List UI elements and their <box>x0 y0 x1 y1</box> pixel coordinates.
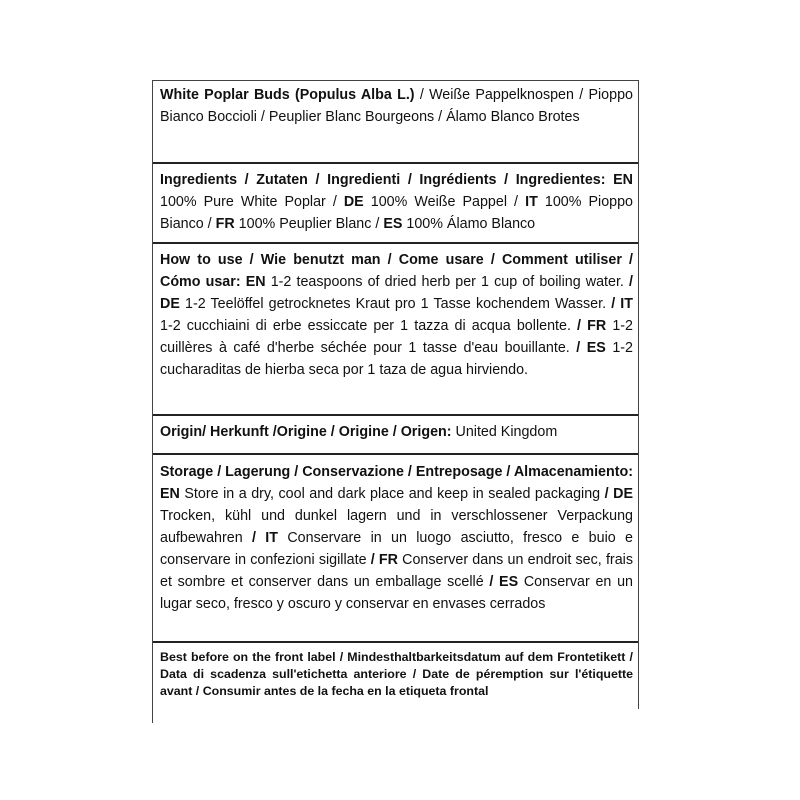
best-before-section <box>153 649 638 700</box>
product-title-translations: / Weiße Pappelknospen / Pioppo Bianco Boccioli / Peuplier Blanc Bourgeons / Álamo Blanco Brotes <box>160 87 633 125</box>
how-to-use-section <box>153 249 638 381</box>
product-label <box>152 80 639 723</box>
lang-code-es: / ES <box>489 574 519 590</box>
origin-value: United Kingdom <box>451 424 558 440</box>
ingredients-heading: Ingredients / Zutaten / Ingredienti / Ingrédients / Ingredientes: <box>160 172 606 188</box>
divider <box>153 453 638 455</box>
ingredients-it: 100% Pioppo Bianco / <box>160 194 633 232</box>
lang-code-de: / DE <box>604 486 633 502</box>
how-to-use-de: 1-2 Teelöffel getrocknetes Kraut pro 1 Tasse kochendem Wasser. <box>179 296 612 312</box>
divider <box>153 641 638 643</box>
storage-fr: Conserver dans un endroit sec, frais et sombre et conserver dans un emballage scellé <box>160 552 633 590</box>
how-to-use-en: 1-2 teaspoons of dried herb per 1 cup of boiling water. <box>265 274 630 290</box>
ingredients-de: 100% Weiße Pappel / <box>363 194 526 210</box>
ingredients-en: 100% Pure White Poplar / <box>160 194 344 210</box>
lang-code-it: IT <box>525 194 538 210</box>
faded-area <box>513 709 639 724</box>
lang-code-en: EN <box>160 486 180 502</box>
lang-code-it: / IT <box>611 296 633 312</box>
origin-section <box>153 421 638 443</box>
how-to-use-heading: How to use / Wie benutzt man / Come usare / Comment utiliser / Cómo usar: <box>160 252 633 290</box>
product-title-main: White Poplar Buds (Populus Alba L.) <box>160 87 415 103</box>
storage-en: Store in a dry, cool and dark place and keep in sealed packaging <box>179 486 605 502</box>
lang-code-es: / ES <box>576 340 606 356</box>
lang-code-fr: FR <box>215 216 235 232</box>
divider <box>153 242 638 244</box>
divider <box>153 414 638 416</box>
how-to-use-it: 1-2 cucchiaini di erbe essiccate per 1 tazza di acqua bollente. <box>160 318 578 334</box>
best-before-text: Best before on the front label / Mindesthaltbarkeitsdatum auf dem Frontetikett / Data di scadenza sull'etichetta anteriore / Date de péremption sur l'étiquette avant / Consumir antes de la fecha en la etiqueta frontal <box>160 650 633 698</box>
ingredients-fr: 100% Peuplier Blanc / <box>234 216 384 232</box>
storage-heading: Storage / Lagerung / Conservazione / Entreposage / Almacenamiento: <box>160 464 633 480</box>
lang-code-it: / IT <box>252 530 279 546</box>
lang-code-de: DE <box>343 194 364 210</box>
storage-de: Trocken, kühl und dunkel lagern und in verschlossener Verpackung aufbewahren <box>160 508 633 546</box>
how-to-use-fr: 1-2 cuillères à café d'herbe séchée pour 1 tasse d'eau bouillante. <box>160 318 633 356</box>
product-title <box>153 84 638 128</box>
storage-es: Conservar en un lugar seco, fresco y oscuro y conservar en envases cerrados <box>160 574 633 612</box>
lang-code-de: / DE <box>160 274 634 312</box>
lang-code-en: EN <box>245 274 266 290</box>
how-to-use-es: 1-2 cucharaditas de hierba seca por 1 taza de agua hirviendo. <box>160 340 633 378</box>
ingredients-es: 100% Álamo Blanco <box>402 216 536 232</box>
lang-code-es: ES <box>383 216 403 232</box>
storage-section <box>153 461 638 615</box>
lang-code-fr: / FR <box>577 318 607 334</box>
lang-code-en: EN <box>613 172 633 188</box>
storage-it: Conservare in un luogo asciutto, fresco e buio e conservare in confezioni sigillate <box>160 530 633 568</box>
lang-code-fr: / FR <box>370 552 398 568</box>
divider <box>153 162 638 164</box>
ingredients-section <box>153 169 638 235</box>
origin-heading: Origin/ Herkunft /Origine / Origine / Origen: <box>160 424 452 440</box>
